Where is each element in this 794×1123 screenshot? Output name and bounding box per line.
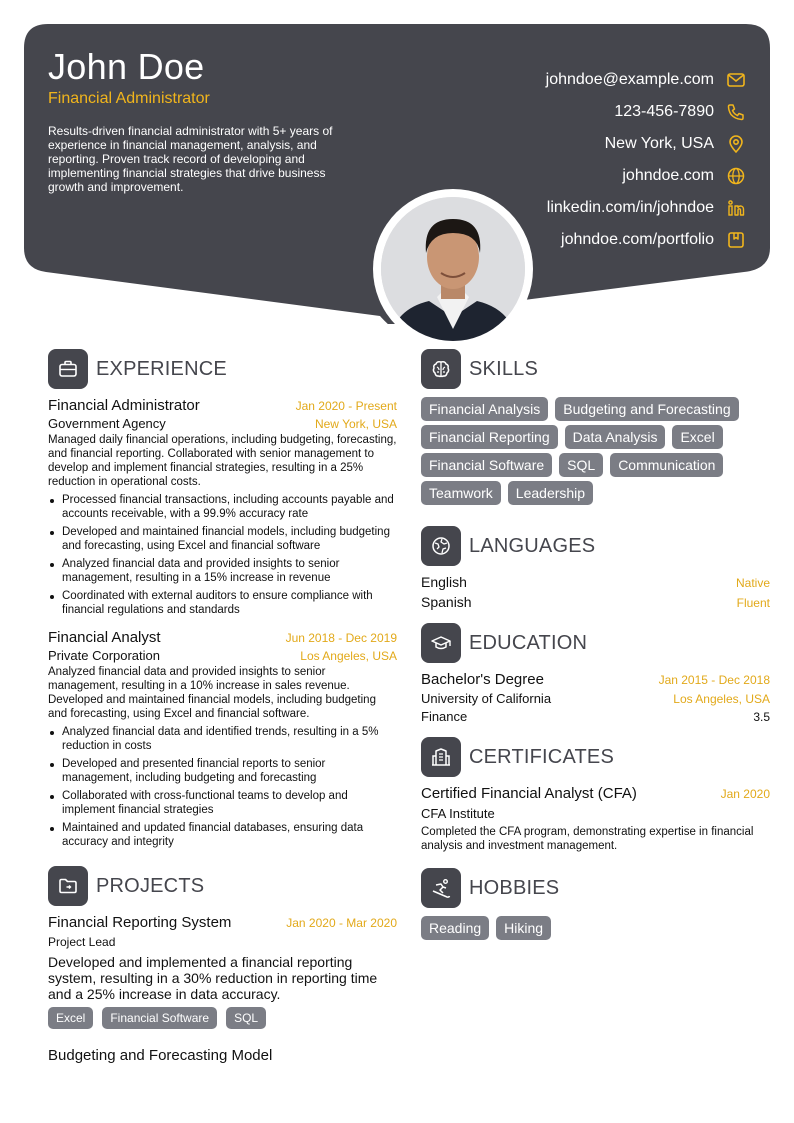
list-item: Developed and presented financial reports to senior management, including budgeting and forecasting bbox=[48, 757, 397, 785]
job-date: Jun 2018 - Dec 2019 bbox=[285, 631, 397, 645]
contact-phone-text: 123-456-7890 bbox=[614, 103, 714, 120]
job-header-row bbox=[48, 397, 397, 414]
list-item: Coordinated with external auditors to ensure compliance with financial regulations and standards bbox=[48, 589, 397, 617]
skill-tag: Budgeting and Forecasting bbox=[555, 397, 738, 421]
education-school-row bbox=[421, 691, 770, 706]
candidate-name: John Doe bbox=[48, 46, 205, 87]
languages-heading: LANGUAGES bbox=[469, 534, 596, 557]
job-date: Jan 2020 - Present bbox=[295, 399, 397, 413]
contact-website[interactable] bbox=[546, 160, 746, 192]
contact-email-text: johndoe@example.com bbox=[545, 71, 714, 88]
project-description: Developed and implemented a financial reporting system, resulting in a 30% reduction in reporting time and a 25% increase in data accuracy. bbox=[48, 954, 378, 1002]
hobby-tag: Hiking bbox=[496, 916, 551, 940]
hobbies-heading: HOBBIES bbox=[469, 876, 560, 899]
education-header-row bbox=[421, 671, 770, 688]
globe-icon bbox=[726, 166, 746, 186]
gpa: 3.5 bbox=[753, 710, 770, 724]
job-company: Government Agency bbox=[48, 416, 166, 431]
contact-linkedin[interactable] bbox=[546, 192, 746, 224]
contact-phone[interactable] bbox=[546, 96, 746, 128]
certificate-header-row bbox=[421, 785, 770, 802]
project-role: Project Lead bbox=[48, 935, 116, 949]
education-heading: EDUCATION bbox=[469, 631, 588, 654]
skills-list bbox=[421, 397, 770, 509]
contact-location-text: New York, USA bbox=[604, 135, 714, 152]
skiing-icon bbox=[421, 868, 461, 908]
language-icon bbox=[421, 526, 461, 566]
list-item: Maintained and updated financial databases, ensuring data accuracy and integrity bbox=[48, 821, 397, 849]
certificate-date: Jan 2020 bbox=[720, 787, 770, 801]
left-column bbox=[48, 348, 397, 1065]
location-pin-icon bbox=[726, 134, 746, 154]
project-date: Jan 2020 - Mar 2020 bbox=[286, 916, 397, 930]
experience-entry bbox=[48, 629, 397, 849]
list-item: Collaborated with cross-functional teams to develop and implement financial strategies bbox=[48, 789, 397, 817]
education-entry bbox=[421, 671, 770, 724]
list-item bbox=[421, 594, 770, 614]
language-level: Fluent bbox=[736, 596, 770, 610]
education-field-row bbox=[421, 709, 770, 724]
profile-photo bbox=[373, 189, 533, 349]
projects-section-header bbox=[48, 865, 397, 907]
skill-tag: Communication bbox=[610, 453, 723, 477]
job-company: Private Corporation bbox=[48, 648, 160, 663]
skill-tag: Financial Analysis bbox=[421, 397, 548, 421]
job-achievements bbox=[48, 493, 397, 617]
skills-section-header bbox=[421, 348, 770, 390]
school-location: Los Angeles, USA bbox=[673, 692, 770, 706]
job-description: Managed daily financial operations, including budgeting, forecasting, and financial reporting. Collaborated with senior management to develop and implement financial strategies, resulting in a 25% reduction in operational costs. bbox=[48, 434, 397, 488]
list-item: Analyzed financial data and provided insights to senior management, resulting in a 15% increase in revenue bbox=[48, 557, 397, 585]
field-of-study: Finance bbox=[421, 709, 468, 724]
job-header-row bbox=[48, 629, 397, 646]
job-company-row bbox=[48, 416, 397, 431]
project-entry bbox=[48, 1047, 397, 1065]
language-name: Spanish bbox=[421, 594, 472, 610]
list-item: Processed financial transactions, including accounts payable and accounts receivable, with a 99.9% accuracy rate bbox=[48, 493, 397, 521]
mail-icon bbox=[726, 70, 746, 90]
briefcase-icon bbox=[48, 349, 88, 389]
resume-header bbox=[24, 24, 770, 324]
language-name: English bbox=[421, 574, 467, 590]
job-achievements bbox=[48, 725, 397, 849]
certificate-issuer: CFA Institute bbox=[421, 806, 495, 821]
project-header-row bbox=[48, 914, 397, 931]
list-item: Analyzed financial data and identified trends, resulting in a 5% reduction in costs bbox=[48, 725, 397, 753]
candidate-title: Financial Administrator bbox=[48, 90, 210, 107]
skills-heading: SKILLS bbox=[469, 357, 539, 380]
project-tags bbox=[48, 1007, 397, 1033]
list-item bbox=[421, 574, 770, 594]
skill-tag: Financial Software bbox=[421, 453, 552, 477]
experience-section-header bbox=[48, 348, 397, 390]
skill-tag: Teamwork bbox=[421, 481, 501, 505]
skill-tag: Leadership bbox=[508, 481, 593, 505]
institution-icon bbox=[421, 737, 461, 777]
project-tag: Excel bbox=[48, 1007, 93, 1029]
contact-portfolio-text: johndoe.com/portfolio bbox=[561, 231, 714, 248]
profile-summary: Results-driven financial administrator with 5+ years of experience in financial management, analysis, and reporting. Proven track record of developing and implementing financial strategies that drive business growth and improvement. bbox=[48, 124, 333, 194]
project-tag: SQL bbox=[226, 1007, 266, 1029]
linkedin-icon bbox=[726, 198, 746, 218]
education-date: Jan 2015 - Dec 2018 bbox=[658, 673, 770, 687]
project-title: Financial Reporting System bbox=[48, 914, 232, 931]
degree: Bachelor's Degree bbox=[421, 671, 544, 688]
right-column bbox=[421, 348, 770, 944]
job-location: Los Angeles, USA bbox=[300, 649, 397, 663]
contact-portfolio[interactable] bbox=[546, 224, 746, 256]
languages-section-header bbox=[421, 525, 770, 567]
contact-email[interactable] bbox=[546, 64, 746, 96]
certificate-description: Completed the CFA program, demonstrating expertise in financial analysis and investment management. bbox=[421, 826, 754, 852]
phone-icon bbox=[726, 102, 746, 122]
skill-tag: Data Analysis bbox=[565, 425, 666, 449]
job-title: Financial Administrator bbox=[48, 397, 200, 414]
profile-photo-image bbox=[381, 197, 525, 341]
graduation-cap-icon bbox=[421, 623, 461, 663]
folder-icon bbox=[48, 866, 88, 906]
languages-list bbox=[421, 574, 770, 614]
experience-heading: EXPERIENCE bbox=[96, 357, 227, 380]
certificates-heading: CERTIFICATES bbox=[469, 745, 615, 768]
hobbies-list bbox=[421, 916, 770, 944]
job-description: Analyzed financial data and provided insights to senior management, resulting in a 10% increase in sales revenue. Developed and maintained financial models, including budgeting and forecasting, using Excel and financial software. bbox=[48, 666, 376, 720]
contact-list bbox=[546, 64, 746, 256]
contact-location bbox=[546, 128, 746, 160]
project-entry bbox=[48, 914, 397, 1033]
certificate-name: Certified Financial Analyst (CFA) bbox=[421, 785, 637, 802]
projects-heading: PROJECTS bbox=[96, 874, 205, 897]
list-item: Developed and maintained financial models, including budgeting and forecasting, using Excel and financial software bbox=[48, 525, 397, 553]
contact-website-text: johndoe.com bbox=[622, 167, 714, 184]
contact-linkedin-text: linkedin.com/in/johndoe bbox=[546, 199, 714, 216]
skill-tag: Financial Reporting bbox=[421, 425, 558, 449]
job-title: Financial Analyst bbox=[48, 629, 161, 646]
certificates-section-header bbox=[421, 736, 770, 778]
skill-tag: Excel bbox=[672, 425, 722, 449]
project-tag: Financial Software bbox=[102, 1007, 217, 1029]
portfolio-icon bbox=[726, 230, 746, 250]
school-name: University of California bbox=[421, 691, 552, 706]
language-level: Native bbox=[735, 576, 770, 590]
job-location: New York, USA bbox=[314, 417, 397, 431]
hobbies-section-header bbox=[421, 867, 770, 909]
hobby-tag: Reading bbox=[421, 916, 489, 940]
project-title: Budgeting and Forecasting Model bbox=[48, 1047, 273, 1064]
experience-entry bbox=[48, 397, 397, 617]
certificate-entry bbox=[421, 785, 770, 853]
education-section-header bbox=[421, 622, 770, 664]
job-company-row bbox=[48, 648, 397, 663]
brain-icon bbox=[421, 349, 461, 389]
skill-tag: SQL bbox=[559, 453, 603, 477]
